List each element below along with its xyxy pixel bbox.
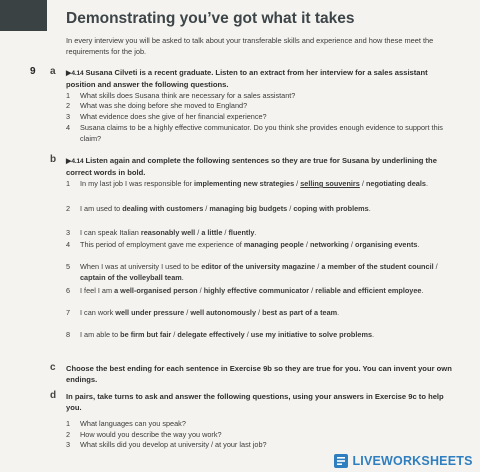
question-item [66,440,458,451]
sentence-item [66,240,458,251]
sentence-plain-text: In my last job I was responsible for [80,179,194,188]
option-separator: / [197,286,204,295]
option-3[interactable]: best as part of a team [262,308,338,317]
question-number: 4 [66,123,71,132]
sentence-item [66,308,458,319]
option-separator: / [348,240,355,249]
sentence-number: 2 [66,204,71,213]
instruction-c: Choose the best ending for each sentence in Exercise 9b so they are true for you. You can invent your own endings. [66,364,452,384]
option-separator: / [222,228,229,237]
sentence-plain-text: I am able to [80,330,121,339]
option-3[interactable]: organising events [354,240,418,249]
option-3[interactable]: reliable and efficient employee [315,286,422,295]
sentence-item [66,179,458,190]
question-text: What was she doing before she moved to England? [80,101,248,110]
question-item [66,101,458,112]
option-1[interactable]: be firm but fair [120,330,172,339]
option-separator: / [303,240,310,249]
sentence-number: 4 [66,240,71,249]
question-number: 1 [66,419,71,428]
option-2[interactable]: a little [201,228,223,237]
play-audio-icon[interactable]: ▶ [66,158,72,165]
question-number: 3 [66,112,71,121]
question-item [66,123,458,144]
question-item [66,430,458,441]
sentence-plain-text: . [181,272,184,282]
sentence-plain-text: . [368,204,371,213]
liveworksheets-logo [334,452,473,468]
sentence-number: 8 [66,330,71,339]
sentence-text [80,204,458,215]
sentence-plain-text: When I was at university I used to be [80,262,202,271]
option-separator: / [433,262,438,271]
option-1[interactable]: a well-organised person [114,286,198,295]
question-number: 2 [66,101,71,110]
question-text: What skills does Susana think are necessary for a sales assistant? [80,91,296,100]
header-bar [0,0,47,31]
option-1[interactable]: managing people [243,240,304,249]
option-2[interactable]: managing big budgets [209,204,288,213]
sentence-plain-text: I can work [80,308,116,317]
question-text: What evidence does she give of her financial experience? [80,112,267,121]
option-2[interactable]: delegate effectively [177,330,245,339]
instruction-b-text: Listen again and complete the following sentences so they are true for Susana by underlining the correct words in bold. [66,156,437,177]
sentence-plain-text: . [254,228,257,237]
sentence-plain-text: . [337,308,340,317]
question-number: 2 [66,430,71,439]
option-1[interactable]: reasonably well [140,228,196,237]
question-item [66,91,458,102]
option-separator: / [309,286,316,295]
option-separator: / [195,228,202,237]
sentence-plain-text: . [372,330,375,339]
part-letter-b: b [50,154,57,165]
sentence-plain-text: I can speak Italian [80,228,141,237]
option-1[interactable]: well under pressure [115,308,185,317]
exercise-number: 9 [30,66,36,77]
sentence-plain-text: I am used to [80,204,123,213]
logo-icon [334,454,348,468]
part-letter-a: a [50,66,56,77]
option-2[interactable]: well autonomously [190,308,257,317]
question-text: What languages can you speak? [80,419,186,428]
option-2[interactable]: highly effective communicator [203,286,310,295]
option-1[interactable]: dealing with customers [122,204,204,213]
sentence-item [66,228,458,239]
instruction-b [66,155,458,178]
question-item [66,112,458,123]
play-audio-icon[interactable]: ▶ [66,70,72,77]
logo-text: LIVEWORKSHEETS [352,453,473,468]
sentence-number: 5 [66,262,71,271]
option-separator: / [359,179,366,188]
instruction-d: In pairs, take turns to ask and answer the following questions, using your answers in Exercise 9c to help you. [66,392,444,412]
option-3[interactable]: use my initiative to solve problems [250,330,373,339]
page-title: Demonstrating you’ve got what it takes [66,10,355,27]
option-2[interactable]: selling souvenirs [300,179,360,188]
intro-text: In every interview you will be asked to talk about your transferable skills and experience and how these meet the requirements for the job. [66,36,434,56]
option-separator: / [203,204,210,213]
sentence-item [66,204,458,215]
sentence-text [80,240,458,251]
option-3[interactable]: fluently [228,228,255,237]
sentence-number: 7 [66,308,71,317]
sentence-item [66,262,458,283]
sentence-text [80,262,458,283]
sentence-plain-text: . [421,286,424,295]
sentence-plain-text: This period of employment gave me experience of [80,240,244,249]
option-separator: / [256,308,263,317]
question-text: How would you describe the way you work? [80,430,222,439]
sentence-number: 1 [66,179,71,188]
part-letter-c: c [50,362,56,373]
option-1[interactable]: editor of the university magazine [201,262,316,271]
instruction-a-text: Susana Cilveti is a recent graduate. Listen to an extract from her interview for a sales assistant position and answer the following questions. [66,68,428,89]
option-3[interactable]: negotiating deals [365,179,426,188]
option-3[interactable]: coping with problems [293,204,369,213]
part-letter-d: d [50,390,57,401]
audio-track-a: 4.14 [71,70,84,77]
question-number: 3 [66,440,71,449]
option-1[interactable]: implementing new strategies [193,179,295,188]
question-text: What skills did you develop at university / at your last job? [80,440,267,449]
sentence-text [80,286,458,297]
sentence-plain-text: . [425,179,428,188]
question-number: 1 [66,91,71,100]
sentence-text [80,179,458,190]
sentence-item [66,286,458,297]
option-2[interactable]: a member of the student council [321,262,434,271]
question-item [66,419,458,430]
option-3[interactable]: captain of the volleyball team [80,272,182,282]
option-separator: / [287,204,294,213]
option-separator: / [315,262,322,271]
option-2[interactable]: networking [309,240,349,249]
sentence-number: 3 [66,228,71,237]
sentence-text [80,228,458,239]
question-text: Susana claims to be a highly effective communicator. Do you think she provides enough evidence to support this claim? [80,123,443,143]
option-separator: / [244,330,251,339]
sentence-item [66,330,458,341]
sentence-text [80,330,458,341]
sentence-plain-text: . [417,240,420,249]
sentence-text [80,308,458,319]
option-separator: / [171,330,178,339]
sentence-plain-text: I feel I am [80,286,115,295]
option-separator: / [294,179,301,188]
option-separator: / [184,308,191,317]
instruction-a [66,67,458,90]
sentence-number: 6 [66,286,71,295]
audio-track-b: 4.14 [71,158,84,165]
